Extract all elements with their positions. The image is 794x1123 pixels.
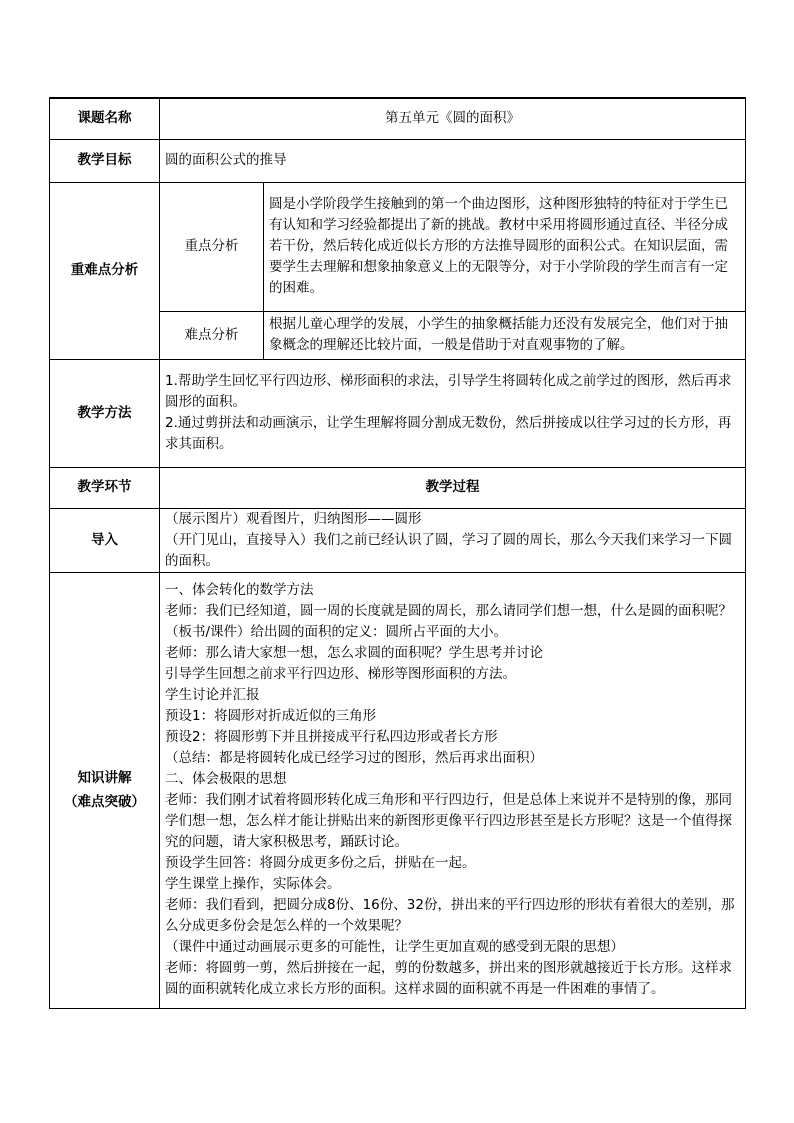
goal-label: 教学目标 [50, 139, 160, 182]
knowledge-line: 学生课堂上操作，实际体会。 [165, 876, 341, 892]
analysis-label: 重难点分析 [50, 182, 160, 359]
knowledge-line: 老师：那么请大家想一想，怎么求圆的面积呢？学生思考并讨论 [165, 645, 543, 661]
row-header [50, 467, 746, 508]
knowledge-line: 预设1：将圆形对折成近似的三角形 [165, 708, 377, 724]
row-method [50, 359, 746, 467]
knowledge-text [160, 572, 746, 1008]
stage-header: 教学环节 [50, 467, 160, 508]
intro-line: （展示图片）观看图片，归纳图形——圆形 [165, 510, 422, 527]
knowledge-label-main: 知识讲解 [77, 770, 132, 786]
key-analysis-label: 重点分析 [160, 182, 264, 311]
method-label: 教学方法 [50, 359, 160, 467]
row-title [50, 98, 746, 139]
lesson-plan-table [49, 97, 746, 1009]
difficult-analysis-text: 根据儿童心理学的发展，小学生的抽象概括能力还没有发展完全，他们对于抽象概念的理解还比较片面，一般是借助于对直观事物的了解。 [264, 311, 746, 359]
title-value: 第五单元《圆的面积》 [160, 98, 746, 139]
method-item: 2.通过剪拼法和动画演示，让学生理解将圆分割成无数份，然后拼接成以往学习过的长方形，再求其面积。 [165, 415, 732, 452]
row-key-analysis [50, 182, 746, 311]
title-label: 课题名称 [50, 98, 160, 139]
intro-line: （开门见山，直接导入）我们之前已经认识了圆，学习了圆的周长，那么今天我们来学习一下圆的面积。 [165, 531, 732, 569]
process-header: 教学过程 [160, 467, 746, 508]
intro-text [160, 508, 746, 572]
intro-label: 导入 [50, 508, 160, 572]
knowledge-line: 老师：我们刚才试着将圆形转化成三角形和平行四边行，但是总体上来说并不是特别的像，那同学们想一想，怎么样才能让拼贴出来的新图形更像平行四边形甚至是长方形呢？这是一个值得探究的问题，请大家积极思考，踊跃讨论。 [165, 792, 732, 850]
knowledge-line: 老师：我们看到，把圆分成8份、16份、32份，拼出来的平行四边形的形状有着很大的差别，那么分成更多份会是怎么样的一个效果呢？ [165, 897, 735, 934]
knowledge-line: 学生讨论并汇报 [165, 687, 260, 703]
knowledge-line: 引导学生回想之前求平行四边形、梯形等图形面积的方法。 [165, 666, 516, 682]
key-analysis-text: 圆是小学阶段学生接触到的第一个曲边图形，这种图形独特的特征对于学生已有认知和学习经验都提出了新的挑战。教材中采用将圆形通过直径、半径分成若干份，然后转化成近似长方形的方法推导圆形的面积公式。在知识层面，需要学生去理解和想象抽象意义上的无限等分，对于小学阶段的学生而言有一定的困难。 [264, 182, 746, 311]
knowledge-line: 一、体会转化的数学方法 [165, 582, 314, 598]
knowledge-line: 预设学生回答：将圆分成更多份之后，拼贴在一起。 [165, 855, 476, 871]
knowledge-label [50, 572, 160, 1008]
knowledge-line: 预设2：将圆形剪下并且拼接成平行私四边形或者长方形 [165, 729, 498, 745]
row-knowledge [50, 572, 746, 1008]
knowledge-line: （课件中通过动画展示更多的可能性，让学生更加直观的感受到无限的思想） [165, 939, 624, 955]
knowledge-line: （板书/课件）给出圆的面积的定义：圆所占平面的大小。 [165, 624, 508, 640]
knowledge-label-sub: （难点突破） [64, 794, 145, 810]
method-text [160, 359, 746, 467]
knowledge-line: 老师：将圆剪一剪，然后拼接在一起，剪的份数越多，拼出来的图形就越接近于长方形。这样求圆的面积就转化成立求长方形的面积。这样求圆的面积就不再是一件困难的事情了。 [165, 960, 732, 997]
method-item: 1.帮助学生回忆平行四边形、梯形面积的求法，引导学生将圆转化成之前学过的图形，然后再求圆形的面积。 [165, 373, 732, 410]
row-goal [50, 139, 746, 182]
difficult-analysis-label: 难点分析 [160, 311, 264, 359]
knowledge-line: 老师：我们已经知道，圆一周的长度就是圆的周长，那么请同学们想一想，什么是圆的面积呢？ [165, 603, 732, 619]
goal-value: 圆的面积公式的推导 [160, 139, 746, 182]
knowledge-line: （总结：都是将圆转化成已经学习过的图形，然后再求出面积） [165, 750, 543, 766]
row-intro [50, 508, 746, 572]
knowledge-line: 二、体会极限的思想 [165, 771, 287, 787]
